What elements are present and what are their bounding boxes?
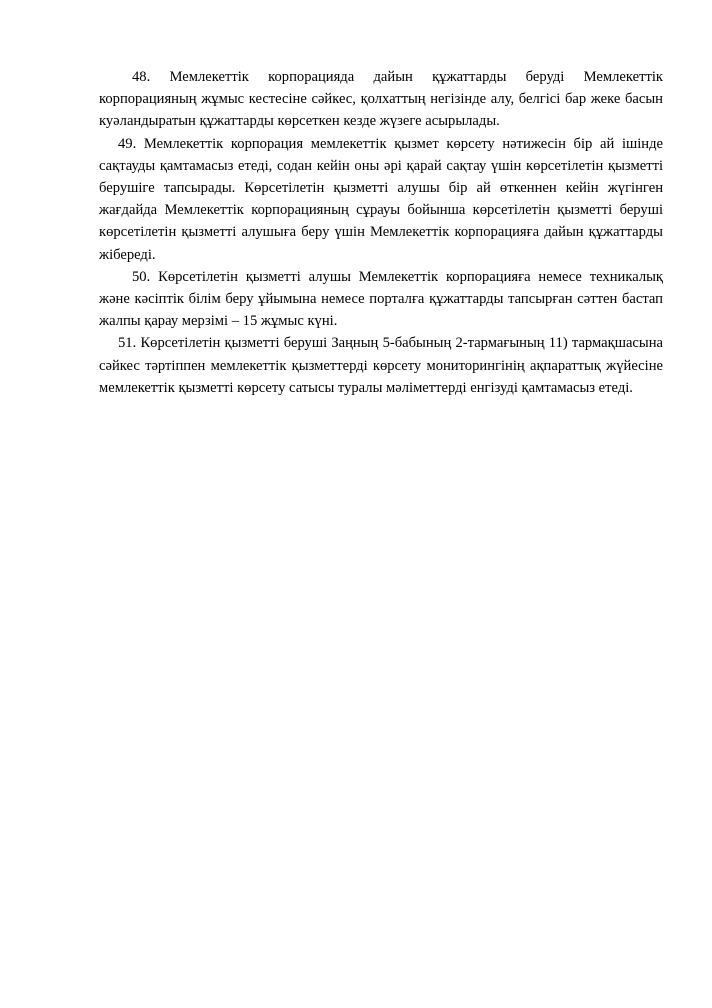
document-body — [99, 66, 663, 399]
paragraph-51: 51. Көрсетілетін қызметті беруші Заңның 5-бабының 2-тармағының 11) тармақшасына сәйкес тәртіппен мемлекеттік қызметтерді көрсету мониторингінің ақпараттық жүйесіне мемлекеттік қызметті көрсету сатысы туралы мәліметтерді енгізуді қамтамасыз етеді. — [99, 335, 663, 396]
paragraph-48: 48. Мемлекеттік корпорацияда дайын құжаттарды беруді Мемлекеттік корпорацияның жұмыс кестесіне сәйкес, қолхаттың негізінде алу, белгісі бар жеке басын куәландыратын құжаттарды көрсеткен кезде жүзеге асырылады. — [99, 69, 663, 130]
paragraph-50: 50. Көрсетілетін қызметті алушы Мемлекеттік корпорацияға немесе техникалық және кәсіптік білім беру ұйымына немесе порталға құжаттарды тапсырған сәттен бастап жалпы қарау мерзімі – 15 жұмыс күні. — [99, 268, 663, 330]
paragraph-49: 49. Мемлекеттік корпорация мемлекеттік қызмет көрсету нәтижесін бір ай ішінде сақтауды қамтамасыз етеді, содан кейін оны әрі қарай сақтау үшін көрсетілетін қызметті берушіге тапсырады. Көрсетілетін қызметті алушы бір ай өткеннен кейін жүгінген жағдайда Мемлекеттік корпорацияның сұрауы бойынша көрсетілетін қызметті беруші көрсетілетін қызметті алушыға беру үшін Мемлекеттік корпорацияға дайын құжаттарды жібереді. — [99, 135, 663, 263]
